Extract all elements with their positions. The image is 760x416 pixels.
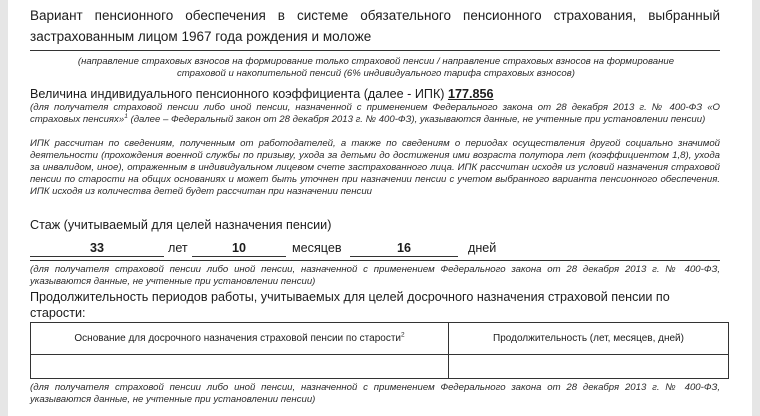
ipk-note-text-2: (далее – Федеральный закон от 28 декабря 2013 г. № 400-ФЗ), указываются данные, не учтенные при установлении пенсии) [127, 114, 706, 125]
stazh-note: (для получателя страховой пенсии либо иной пенсии, назначенной с применением Федерального закона от 28 декабря 2013 г. № 400-ФЗ, указываются данные, не учтенные при установлении пенсии) [30, 264, 720, 287]
ipk-label: Величина индивидуального пенсионного коэффициента (далее - ИПК) [30, 87, 445, 101]
ipk-note [30, 102, 720, 126]
early-retirement-note: (для получателя страховой пенсии либо иной пенсии, назначенной с применением Федерального закона от 28 декабря 2013 г. № 400-ФЗ, указываются данные, не учтенные при установлении пенсии) [30, 382, 720, 405]
early-retirement-table-header [31, 323, 729, 355]
ipk-value: 177.856 [447, 87, 494, 101]
left-margin-strip [0, 0, 8, 416]
table-cell-duration [449, 355, 729, 379]
pension-option-heading: Вариант пенсионного обеспечения в системе обязательного пенсионного страхования, выбранный застрахованным лицом 1967 года рождения и моложе [30, 8, 720, 44]
stazh-years-field: 33 [30, 240, 164, 257]
ipk-note-text-1: (для получателя страховой пенсии либо иной пенсии, назначенной с применением Федерального закона от 28 декабря 2013 г. № 400-ФЗ «О страховых пенсиях» [30, 102, 720, 125]
pension-document [22, 0, 722, 416]
table-row [31, 355, 729, 379]
footnote-2-marker: 2 [400, 331, 405, 339]
footnote-1-marker: 1 [124, 112, 128, 120]
right-margin-strip [752, 0, 760, 416]
table-cell-basis [31, 355, 449, 379]
pension-option-blank-line [30, 50, 720, 51]
stazh-months-field: 10 [192, 240, 286, 257]
ipk-row [30, 86, 720, 102]
table-header-basis: Основание для досрочного назначения страховой пенсии по старости$^2$ [31, 323, 449, 355]
stazh-days-field: 16 [350, 240, 458, 257]
pension-option-note: (направление страховых взносов на формирование только страховой пенсии / направление страховых взносов на формирование страховой и накопительной пенсий (6% индивидуального тарифа страховых взносов) [77, 56, 675, 79]
early-retirement-label: Продолжительность периодов работы, учитываемых для целей досрочного назначения страховой пенсии по старости: [30, 290, 670, 320]
stazh-label: Стаж (учитываемый для целей назначения пенсии) [30, 218, 332, 232]
table-header-duration: Продолжительность (лет, месяцев, дней) [449, 323, 729, 355]
stazh-blank-line [30, 260, 720, 261]
stazh-months-unit: месяцев [292, 241, 342, 255]
stazh-years-unit: лет [168, 241, 188, 255]
early-retirement-table [30, 322, 729, 379]
ipk-explanation: ИПК рассчитан по сведениям, полученным от работодателей, а также по сведениям о периодах осуществления другой социально значимой деятельности (прохождения военной службы по призыву, ухода за детьми до достижения ими возраста полутора лет (коэффициентом 1,8), ухода за инвалидом, иное), отраженным в индивидуальном лицевом счете застрахованного лица. ИПК рассчитан исходя из условий назначения страховой пенсии по старости на общих основаниях и может быть уточнен при назначении пенсии с учетом выбранного варианта пенсионного обеспечения. ИПК исходя из количества детей будет рассчитан при назначении пенсии [30, 138, 720, 197]
stazh-days-unit: дней [468, 241, 497, 255]
